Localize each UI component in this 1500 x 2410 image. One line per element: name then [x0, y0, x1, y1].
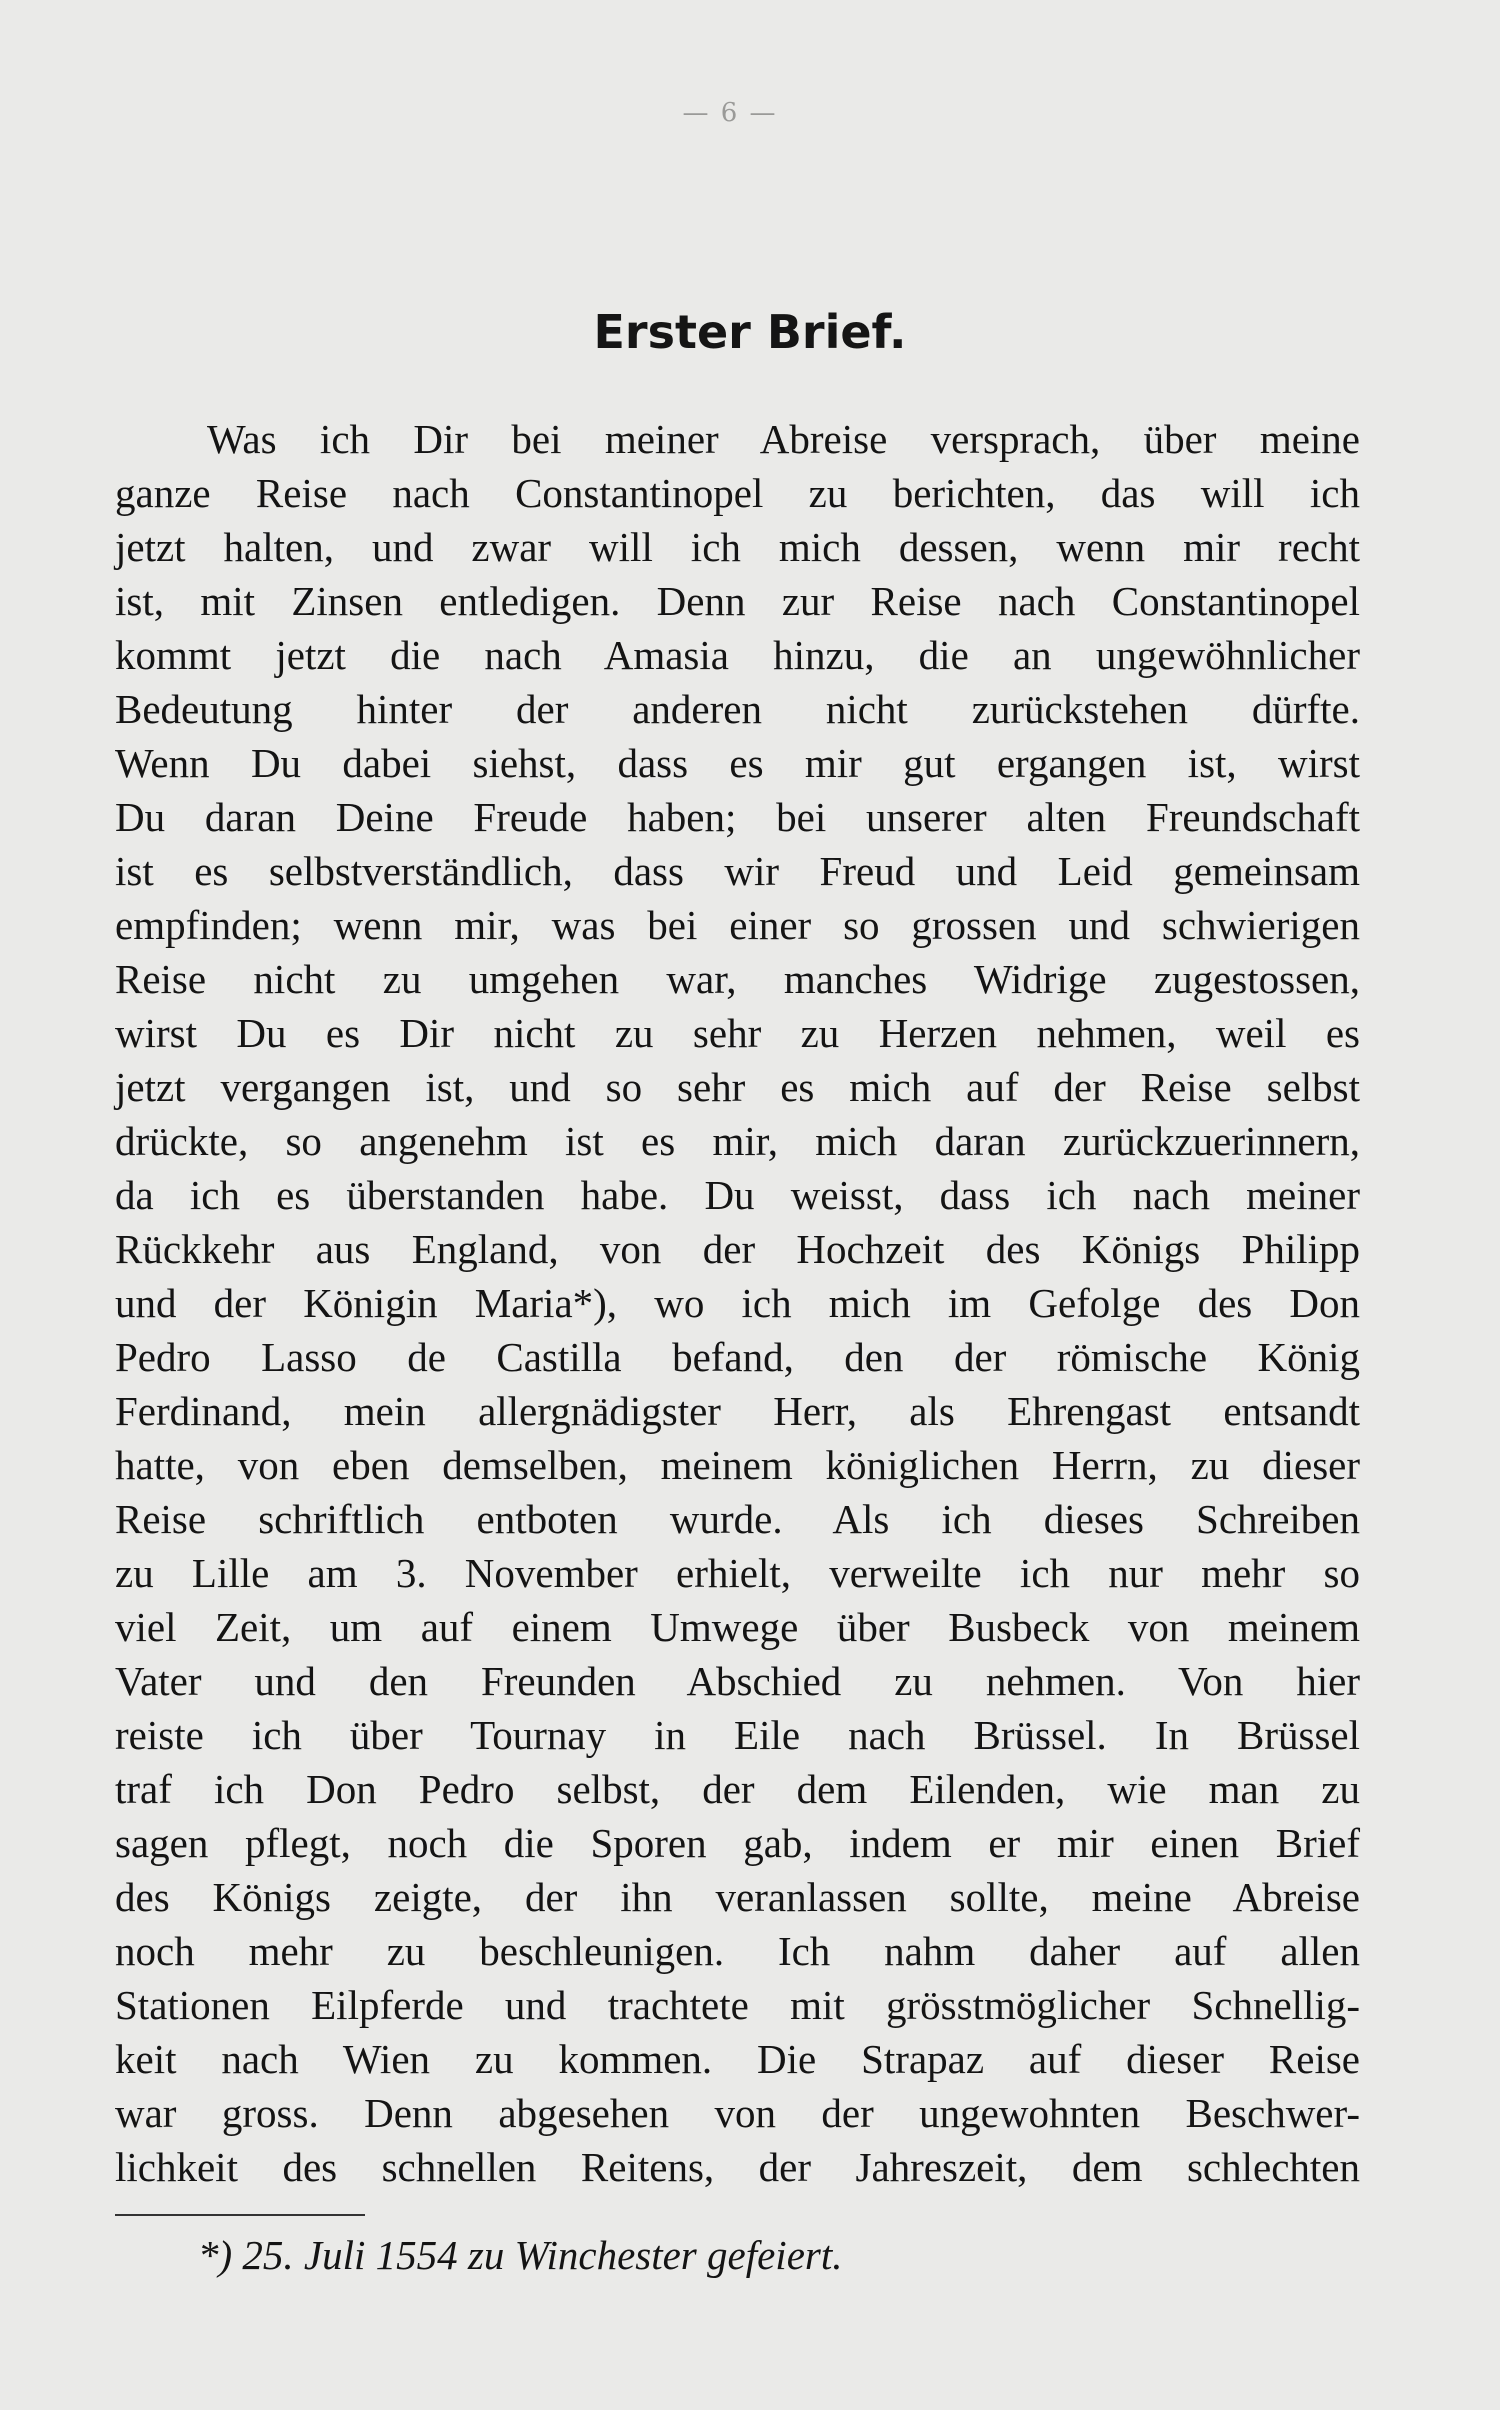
text-line: sagen pflegt, noch die Sporen gab, indem er mir einen Brief: [115, 1820, 1360, 1866]
text-line: ist, mit Zinsen entledigen. Denn zur Reise nach Constantinopel: [115, 578, 1360, 624]
text-line: Wenn Du dabei siehst, dass es mir gut ergangen ist, wirst: [115, 740, 1360, 786]
text-line: reiste ich über Tournay in Eile nach Brüssel. In Brüssel: [115, 1712, 1360, 1758]
text-line: und der Königin Maria*), wo ich mich im Gefolge des Don: [115, 1280, 1360, 1326]
text-line: Reise nicht zu umgehen war, manches Widrige zugestossen,: [115, 956, 1360, 1002]
text-line: hatte, von eben demselben, meinem königlichen Herrn, zu dieser: [115, 1442, 1360, 1488]
body-text: [115, 412, 1360, 2194]
text-line: Vater und den Freunden Abschied zu nehmen. Von hier: [115, 1658, 1360, 1704]
footnote-rule: [115, 2214, 365, 2216]
footnote: *) 25. Juli 1554 zu Winchester gefeiert.: [198, 2232, 843, 2278]
text-line: Ferdinand, mein allergnädigster Herr, als Ehrengast entsandt: [115, 1388, 1360, 1434]
text-line: Rückkehr aus England, von der Hochzeit des Königs Philipp: [115, 1226, 1360, 1272]
text-line: Reise schriftlich entboten wurde. Als ich dieses Schreiben: [115, 1496, 1360, 1542]
text-line: Bedeutung hinter der anderen nicht zurückstehen dürfte.: [115, 686, 1360, 732]
text-line: lichkeit des schnellen Reitens, der Jahreszeit, dem schlechten: [115, 2144, 1360, 2190]
chapter-title: Erster Brief.: [593, 305, 907, 359]
text-line: traf ich Don Pedro selbst, der dem Eilenden, wie man zu: [115, 1766, 1360, 1812]
text-line: des Königs zeigte, der ihn veranlassen sollte, meine Abreise: [115, 1874, 1360, 1920]
text-line: viel Zeit, um auf einem Umwege über Busbeck von meinem: [115, 1604, 1360, 1650]
text-line: kommt jetzt die nach Amasia hinzu, die an ungewöhnlicher: [115, 632, 1360, 678]
text-line: Pedro Lasso de Castilla befand, den der römische König: [115, 1334, 1360, 1380]
text-line: jetzt vergangen ist, und so sehr es mich auf der Reise selbst: [115, 1064, 1360, 1110]
text-line: noch mehr zu beschleunigen. Ich nahm daher auf allen: [115, 1928, 1360, 1974]
text-line: Du daran Deine Freude haben; bei unserer alten Freundschaft: [115, 794, 1360, 840]
text-line: wirst Du es Dir nicht zu sehr zu Herzen nehmen, weil es: [115, 1010, 1360, 1056]
text-line: keit nach Wien zu kommen. Die Strapaz auf dieser Reise: [115, 2036, 1360, 2082]
text-line: empfinden; wenn mir, was bei einer so grossen und schwierigen: [115, 902, 1360, 948]
text-line: war gross. Denn abgesehen von der ungewohnten Beschwer-: [115, 2090, 1360, 2136]
text-line: ist es selbstverständlich, dass wir Freud und Leid gemeinsam: [115, 848, 1360, 894]
text-line: da ich es überstanden habe. Du weisst, dass ich nach meiner: [115, 1172, 1360, 1218]
page-number: — 6 —: [682, 98, 778, 128]
text-line: drückte, so angenehm ist es mir, mich daran zurückzuerinnern,: [115, 1118, 1360, 1164]
text-line: jetzt halten, und zwar will ich mich dessen, wenn mir recht: [115, 524, 1360, 570]
text-line: Stationen Eilpferde und trachtete mit grösstmöglicher Schnellig-: [115, 1982, 1360, 2028]
text-line: ganze Reise nach Constantinopel zu berichten, das will ich: [115, 470, 1360, 516]
text-line: Was ich Dir bei meiner Abreise versprach, über meine: [207, 416, 1360, 462]
text-line: zu Lille am 3. November erhielt, verweilte ich nur mehr so: [115, 1550, 1360, 1596]
